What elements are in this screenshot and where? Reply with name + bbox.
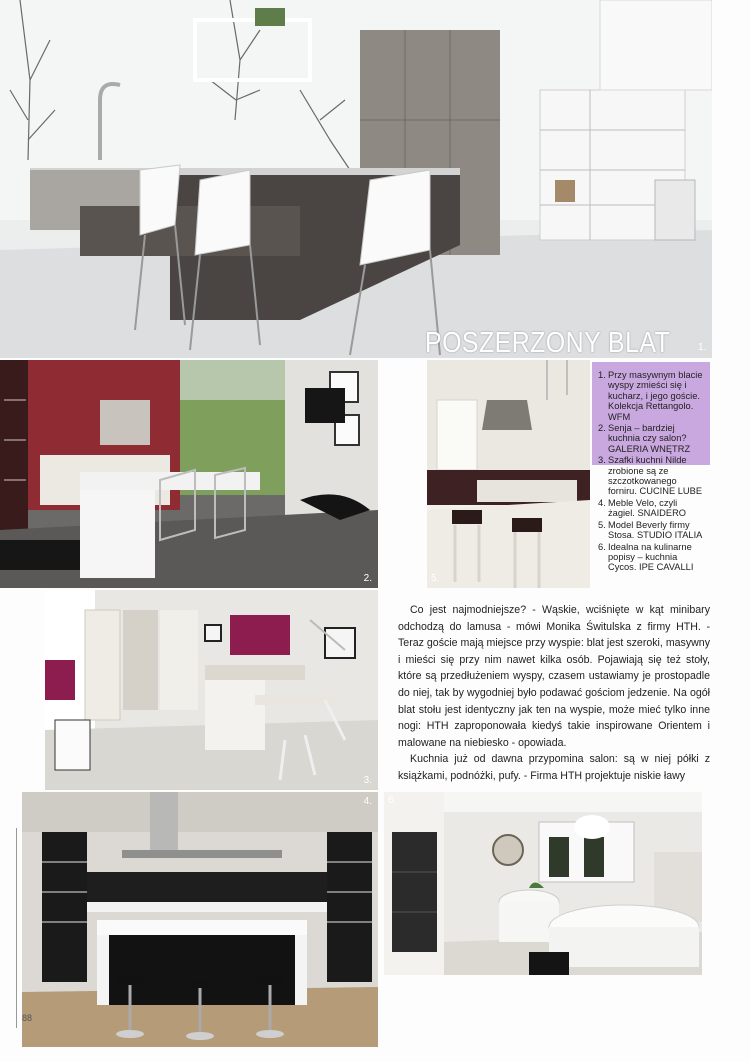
photo-6-cycos-kitchen [384,792,702,975]
photo-5-beverly-kitchen [427,360,590,588]
photo-number: 5. [431,573,440,584]
photo-number: 6. [388,795,397,806]
photo-number: 3. [363,775,372,786]
folio-rule [16,828,17,1028]
body-paragraph: Co jest najmodniejsze? - Wąskie, wciśnięte w kąt minibary odchodzą do lamusa - mówi Monika Świtulska z firmy HTH. - Teraz goście mają miejsce przy wyspie: blat jest szeroki, masywny i mieści się przy nim nawet kilka osób. Pojawiają się też stoły, które są przedłużeniem wyspy, czasem ustawiamy je prostopadle do niej, tak by wygodniej było podawać gościom jedzenie. Na ogół blat stołu jest identyczny jak ten na wyspie, może mieć tylko inne nogi: HTH zaproponowała kiedyś takie inspirowane Orientem i malowane na niebiesko - opowiada. [398,604,710,749]
caption-item: 2. Senja – bardziej kuchnia czy salon? GALERIA WNĘTRZ [598,423,691,454]
photo-3-nilde-kitchen [45,590,378,790]
body-paragraph: Kuchnia już od dawna przypomina salon: są w niej półki z książkami, podnóżki, pufy. - Firma HTH projektuje niskie ławy [398,753,710,782]
caption-list [592,362,710,573]
caption-item: 6. Idealna na kulinarne popisy – kuchnia Cycos. IPE CAVALLI [598,541,694,573]
photo-1-rettangolo-kitchen [0,0,712,358]
photo-2-senja-kitchen [0,360,378,588]
photo-number: 4. [363,796,372,807]
caption-item: 3. Szafki kuchni Nilde zrobione są ze szczotkowanego forniru. CUCINE LUBE [598,455,703,497]
caption-item: 1. Przy masywnym blacie wyspy zmieści się i kucharz, i jego goście. Kolekcja Rettangolo. WFM [598,370,703,422]
photo-captions [592,362,710,599]
article-headline: POSZERZONY BLAT [425,327,671,359]
photo-number: 2. [363,573,372,584]
caption-item: 4. Meble Velo, czyli żagiel. SNAIDERO [598,497,687,519]
photo-number: 1. [698,342,707,353]
page-number: 88 [22,1013,33,1023]
article-body [398,602,710,785]
photo-4-velo-kitchen [22,792,378,1047]
caption-item: 5. Model Beverly firmy Stosa. STUDIO ITALIA [598,519,703,541]
